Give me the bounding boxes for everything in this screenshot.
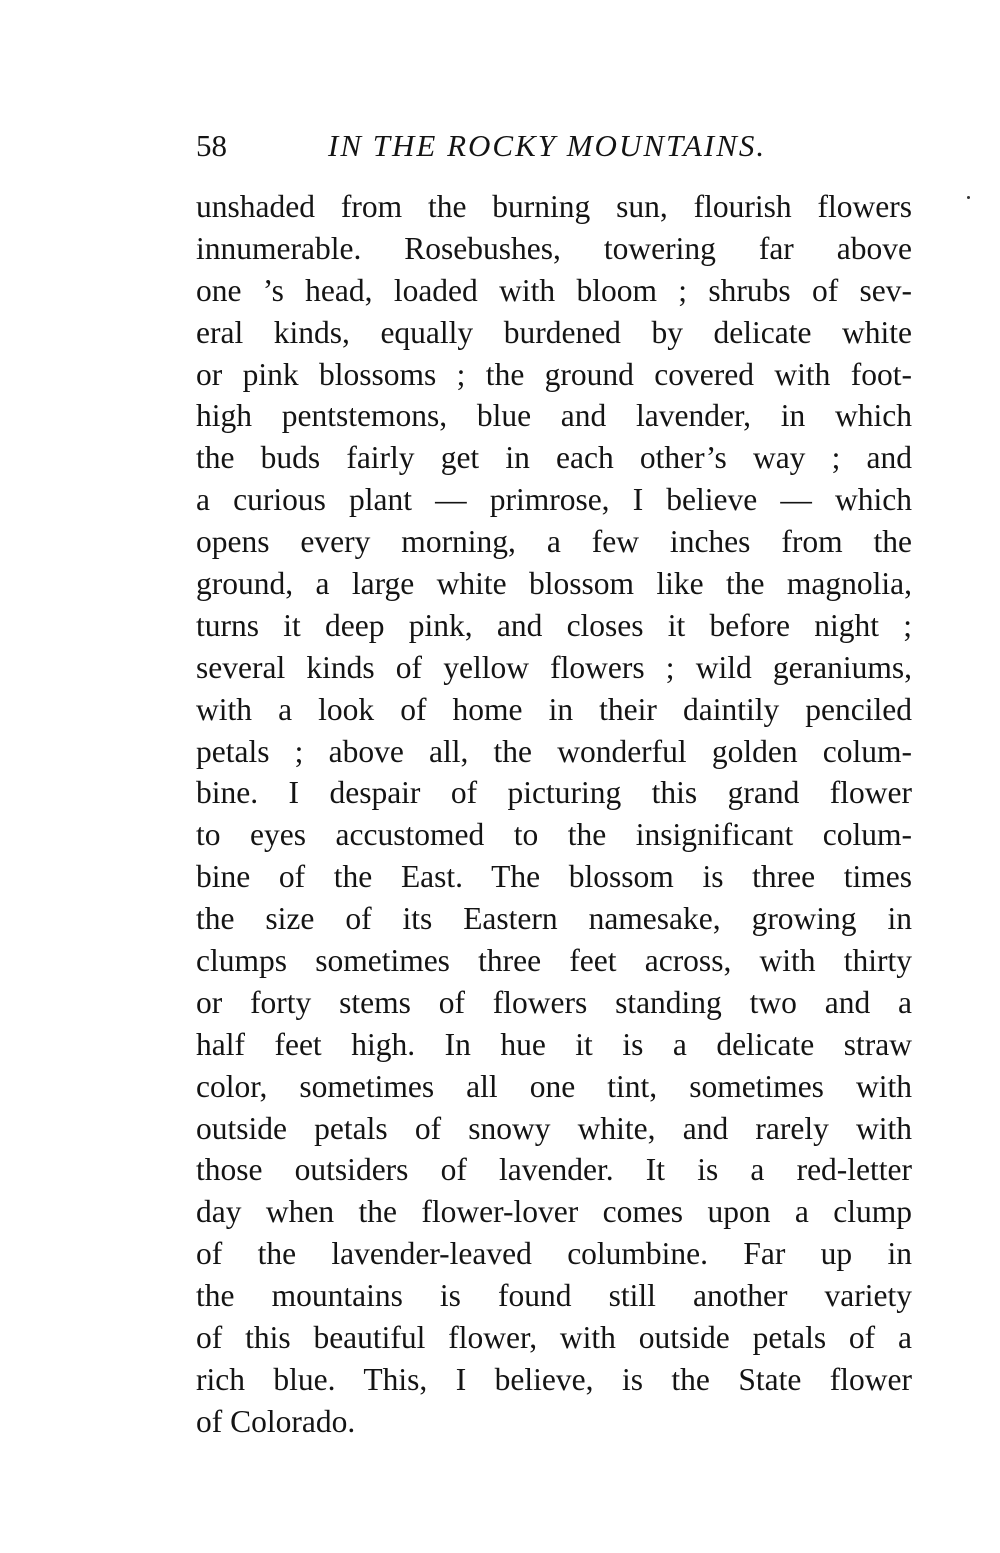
text-line: bine. I despair of picturing this grand flower bbox=[196, 775, 912, 811]
text-line: the mountains is found still another variety bbox=[196, 1278, 912, 1314]
text-line: high pentstemons, blue and lavender, in which bbox=[196, 398, 912, 434]
ink-speck bbox=[967, 196, 970, 199]
text-line: turns it deep pink, and closes it before night ; bbox=[196, 607, 912, 643]
text-line: day when the flower-lover comes upon a clump bbox=[196, 1194, 912, 1230]
text-line: eral kinds, equally burdened by delicate white bbox=[196, 314, 912, 350]
text-line: of the lavender-leaved columbine. Far up in bbox=[196, 1236, 912, 1272]
text-line: bine of the East. The blossom is three times bbox=[196, 859, 912, 895]
text-line: color, sometimes all one tint, sometimes with bbox=[196, 1068, 912, 1104]
page-number: 58 bbox=[196, 128, 227, 163]
text-line: to eyes accustomed to the insignificant colum- bbox=[196, 817, 912, 853]
text-line: several kinds of yellow flowers ; wild geraniums, bbox=[196, 649, 912, 685]
text-line: those outsiders of lavender. It is a red-letter bbox=[196, 1152, 912, 1188]
text-line: of this beautiful flower, with outside petals of a bbox=[196, 1320, 912, 1356]
text-line: of Colorado. bbox=[196, 1403, 356, 1439]
text-line: a curious plant — primrose, I believe — which bbox=[196, 482, 912, 518]
text-line: opens every morning, a few inches from the bbox=[196, 524, 912, 560]
text-line: rich blue. This, I believe, is the State flower bbox=[196, 1361, 912, 1397]
text-line: unshaded from the burning sun, flourish flowers bbox=[196, 189, 912, 224]
text-line: clumps sometimes three feet across, with thirty bbox=[196, 943, 912, 979]
running-head bbox=[196, 124, 916, 168]
running-title: IN THE ROCKY MOUNTAINS. bbox=[328, 128, 767, 163]
text-line: or pink blossoms ; the ground covered with foot- bbox=[196, 356, 912, 392]
text-line: petals ; above all, the wonderful golden colum- bbox=[196, 733, 912, 769]
text-line: innumerable. Rosebushes, towering far above bbox=[196, 230, 912, 266]
text-line: outside petals of snowy white, and rarely with bbox=[196, 1110, 912, 1146]
text-line: with a look of home in their daintily penciled bbox=[196, 691, 912, 727]
text-line: ground, a large white blossom like the magnolia, bbox=[196, 566, 912, 602]
body-text bbox=[196, 186, 912, 1443]
text-line: or forty stems of flowers standing two and a bbox=[196, 984, 912, 1020]
text-line: half feet high. In hue it is a delicate straw bbox=[196, 1026, 912, 1062]
text-line: the buds fairly get in each other’s way ; and bbox=[196, 440, 912, 476]
text-line: the size of its Eastern namesake, growing in bbox=[196, 901, 912, 937]
text-line: one ’s head, loaded with bloom ; shrubs of sev- bbox=[196, 272, 912, 308]
